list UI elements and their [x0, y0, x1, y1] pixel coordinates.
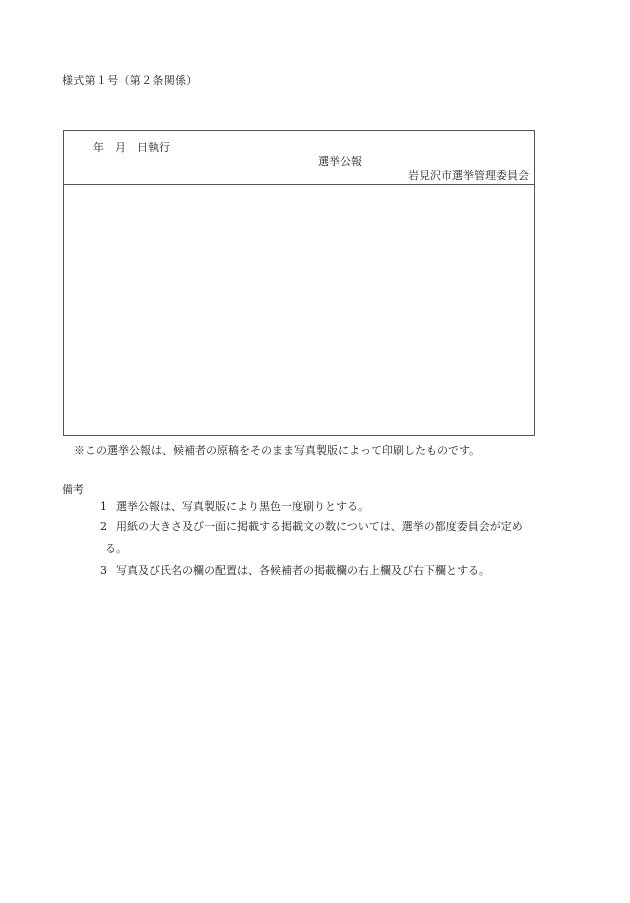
bulletin-header [64, 131, 534, 185]
bulletin-form-box [63, 130, 535, 436]
bulletin-title: 選挙公報 [318, 155, 362, 168]
form-label: 様式第１号（第２条関係） [62, 74, 198, 87]
bulletin-content-area [64, 185, 534, 435]
remark-text: 用紙の大きさ及び一面に掲載する掲載文の数については、選挙の都度委員会が定め [116, 520, 523, 533]
issuer-name: 岩見沢市選挙管理委員会 [408, 169, 529, 182]
remark-number: 1 [100, 500, 107, 513]
remarks-heading: 備考 [62, 483, 84, 496]
remark-number: 2 [100, 520, 107, 533]
remark-text: 選挙公報は、写真製版により黒色一度刷りとする。 [116, 500, 369, 513]
remark-text: 写真及び氏名の欄の配置は、各候補者の掲載欄の右上欄及び右下欄とする。 [116, 564, 490, 577]
remark-number: 3 [100, 564, 107, 577]
remark-item [100, 516, 560, 560]
box-note: ※この選挙公報は、候補者の原稿をそのまま写真製版によって印刷したものです。 [74, 444, 481, 457]
remark-text-continuation: る。 [105, 542, 127, 555]
remark-item [100, 560, 560, 582]
remark-item [100, 496, 560, 518]
election-date-line: 年 月 日執行 [93, 141, 170, 154]
